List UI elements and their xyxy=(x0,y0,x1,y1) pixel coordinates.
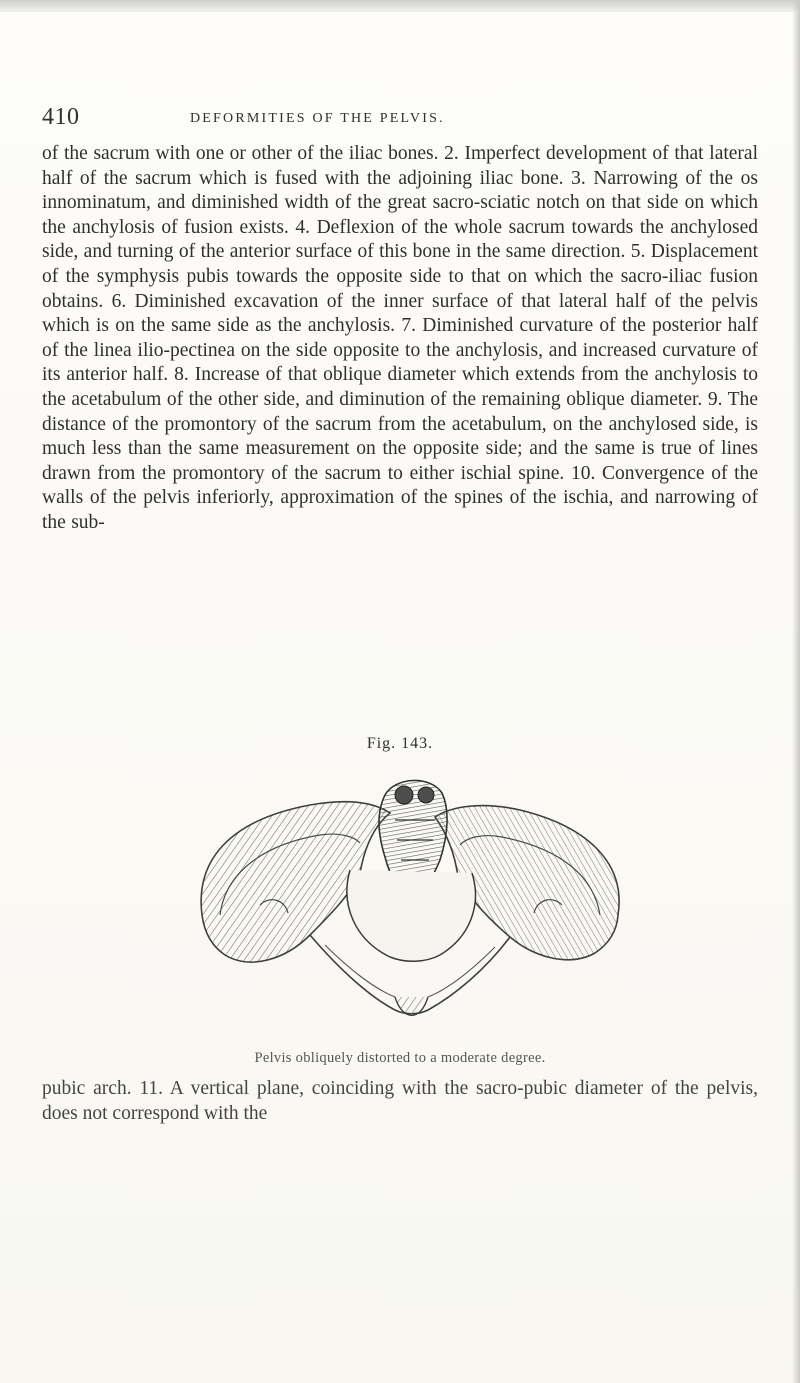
main-text xyxy=(42,142,758,536)
pelvic-inlet xyxy=(347,870,475,961)
page-header xyxy=(42,104,758,132)
figure-label: Fig. 143. xyxy=(366,735,434,752)
pelvis-engraving xyxy=(190,765,630,1035)
continuation-paragraph: pubic arch. 11. A vertical plane, coinciding with the sacro-pubic diameter of the pelvis, does not correspond with the xyxy=(42,1078,758,1124)
pelvis-illustration xyxy=(190,765,630,1035)
page-number: 410 xyxy=(42,104,80,130)
continuation-text xyxy=(42,1077,758,1126)
main-paragraph: of the sacrum with one or other of the iliac bones. 2. Imperfect development of that lateral half of the sacrum which is fused with the adjoining iliac bone. 3. Narrowing of the os innominatum, and diminished width of the great sacro-sciatic notch on that side on which the anchylosis of fusion exists. 4. Deflexion of the whole sacrum towards the anchylosed side, and turning of the anterior surface of this bone in the same direction. 5. Displacement of the symphysis pubis towards the opposite side to that on which the sacro-iliac fusion obtains. 6. Diminished excavation of the inner surface of that lateral half of the pelvis which is on the same side as the anchylosis. 7. Diminished curvature of the posterior half of the linea ilio-pectinea on the side opposite to the anchylosis, and increased curvature of its anterior half. 8. Increase of that oblique diameter which extends from the anchylosis to the acetabulum of the other side, and diminution of the remaining oblique diameter. 9. The distance of the promontory of the sacrum from the acetabulum, on the anchylosed side, is much less than the same measurement on the opposite side; and the same is true of lines drawn from the promontory of the sacrum to either ischial spine. 10. Convergence of the walls of the pelvis inferiorly, approximation of the spines of the ischia, and narrowing of the sub- xyxy=(42,143,758,533)
figure-caption: Pelvis obliquely distorted to a moderate degree. xyxy=(254,1050,546,1066)
scan-edge-right xyxy=(792,0,800,1383)
running-title: DEFORMITIES OF THE PELVIS. xyxy=(190,111,445,126)
scan-edge-top xyxy=(0,0,800,12)
